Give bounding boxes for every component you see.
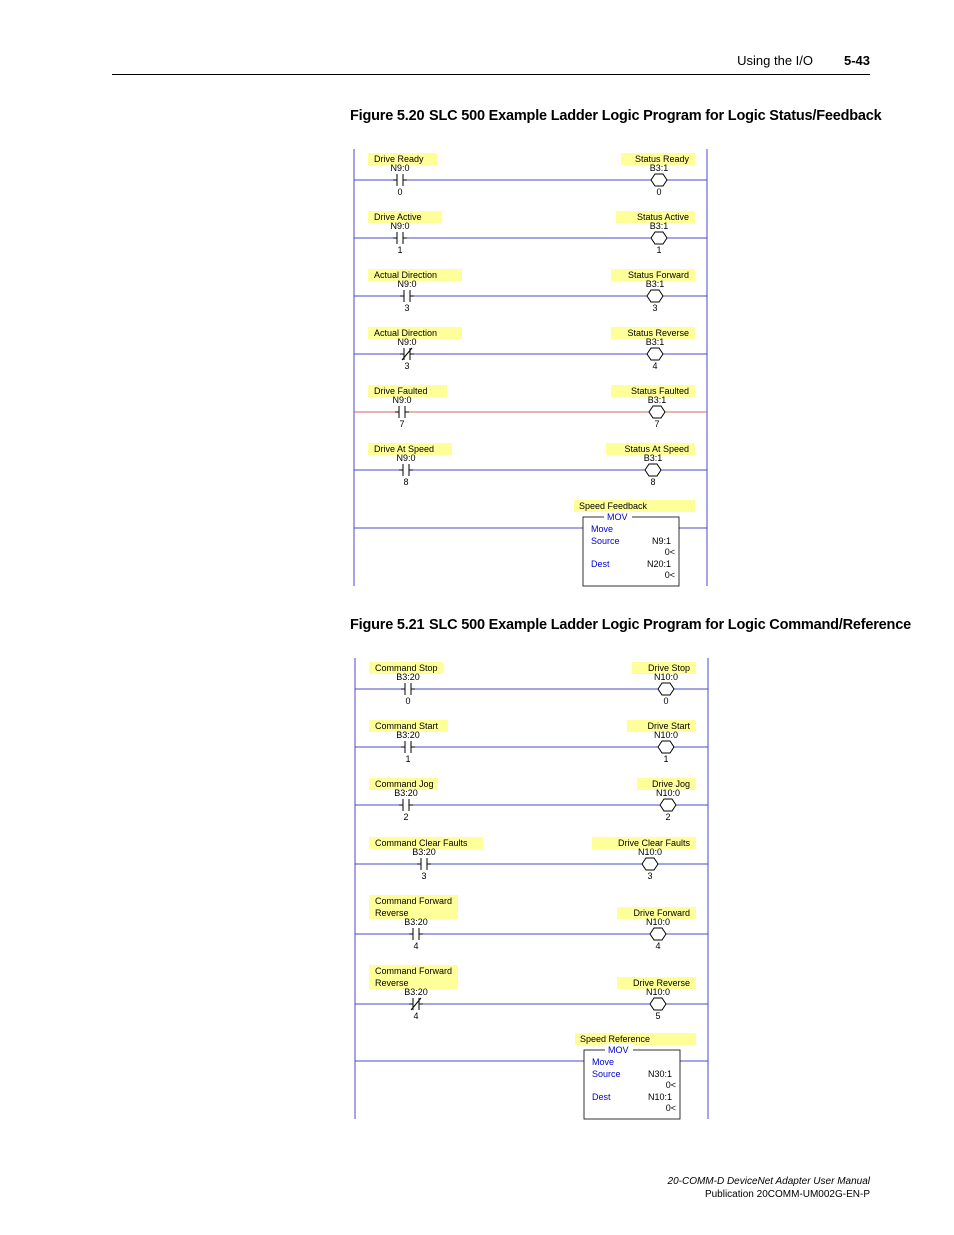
output-bit: 0 (656, 187, 662, 197)
coil-symbol (645, 464, 661, 476)
coil-symbol (658, 683, 674, 695)
input-tag-label: Actual Direction (374, 328, 438, 338)
coil-symbol (651, 174, 667, 186)
input-tag-label: Drive Faulted (374, 386, 428, 396)
input-address: B3:20 (404, 987, 428, 997)
input-address: N9:0 (390, 163, 410, 173)
coil-symbol (647, 348, 663, 360)
output-tag-label: Status Active (636, 212, 689, 222)
mov-dest-label: Dest (592, 1092, 611, 1102)
output-bit: 4 (652, 361, 658, 371)
mov-source-label: Source (592, 1069, 621, 1079)
mov-tag-label: Speed Reference (580, 1034, 651, 1044)
output-address: B3:1 (645, 279, 665, 289)
input-tag-label: Drive At Speed (374, 444, 435, 454)
coil-symbol (650, 998, 666, 1010)
output-tag-label: Drive Reverse (632, 978, 690, 988)
input-bit: 1 (397, 245, 403, 255)
coil-symbol (658, 741, 674, 753)
input-tag-label: Command Start (375, 721, 439, 731)
input-bit: 4 (413, 1011, 419, 1021)
input-address: N9:0 (396, 453, 416, 463)
mov-tag-label: Speed Feedback (579, 501, 648, 511)
output-tag-label: Status Faulted (630, 386, 689, 396)
output-address: N10:0 (653, 730, 679, 740)
output-bit: 1 (656, 245, 662, 255)
output-address: B3:1 (643, 453, 663, 463)
mov-source-label: Source (591, 536, 620, 546)
input-bit: 0 (405, 696, 411, 706)
input-address: N9:0 (397, 337, 417, 347)
footer-manual-title: 20-COMM-D DeviceNet Adapter User Manual (667, 1176, 870, 1187)
output-bit: 2 (665, 812, 671, 822)
footer-publication: Publication 20COMM-UM002G-EN-P (704, 1189, 870, 1200)
input-tag-label: Reverse (375, 978, 409, 988)
input-tag-label: Actual Direction (374, 270, 438, 280)
mov-source-address: N30:1 (647, 1069, 672, 1079)
input-address: B3:20 (394, 788, 418, 798)
coil-symbol (647, 290, 663, 302)
output-address: B3:1 (647, 395, 667, 405)
input-address: B3:20 (396, 730, 420, 740)
figure-title: SLC 500 Example Ladder Logic Program for Logic Status/Feedback (429, 108, 882, 124)
output-tag-label: Drive Jog (651, 779, 690, 789)
output-address: N10:0 (637, 847, 663, 857)
output-address: N10:0 (645, 987, 671, 997)
input-tag-label: Command Stop (375, 663, 438, 673)
input-tag-label: Drive Ready (374, 154, 424, 164)
output-bit: 3 (647, 871, 653, 881)
output-bit: 0 (663, 696, 669, 706)
coil-symbol (642, 858, 658, 870)
output-bit: 4 (655, 941, 661, 951)
output-address: N10:0 (653, 672, 679, 682)
mov-source-address: N9:1 (651, 536, 671, 546)
input-address: B3:20 (412, 847, 436, 857)
input-tag-label: Reverse (375, 908, 409, 918)
output-address: N10:0 (645, 917, 671, 927)
coil-symbol (651, 232, 667, 244)
output-tag-label: Drive Forward (633, 908, 690, 918)
mov-dest-address: N10:1 (647, 1092, 672, 1102)
input-bit: 8 (403, 477, 409, 487)
input-bit: 3 (404, 361, 410, 371)
header-page-number: 5-43 (843, 53, 870, 68)
input-tag-label: Command Forward (375, 966, 453, 976)
output-tag-label: Drive Start (647, 721, 690, 731)
output-tag-label: Status Forward (627, 270, 689, 280)
output-address: N10:0 (655, 788, 681, 798)
coil-symbol (650, 928, 666, 940)
figure-number: Figure 5.21 (350, 617, 425, 633)
coil-symbol (660, 799, 676, 811)
mov-title: Move (592, 1057, 615, 1067)
output-bit: 5 (655, 1011, 661, 1021)
input-tag-label: Drive Active (374, 212, 422, 222)
figure-title: SLC 500 Example Ladder Logic Program for Logic Command/Reference (429, 617, 911, 633)
input-address: B3:20 (404, 917, 428, 927)
output-tag-label: Drive Clear Faults (617, 838, 690, 848)
output-bit: 8 (650, 477, 656, 487)
input-bit: 7 (399, 419, 405, 429)
input-address: B3:20 (396, 672, 420, 682)
input-address: N9:0 (397, 279, 417, 289)
mov-title: Move (591, 524, 614, 534)
output-bit: 7 (654, 419, 660, 429)
header-section-title: Using the I/O (737, 53, 813, 68)
figure-number: Figure 5.20 (350, 108, 425, 124)
input-tag-label: Command Clear Faults (375, 838, 468, 848)
input-address: N9:0 (392, 395, 412, 405)
mov-source-value: 0< (664, 547, 675, 557)
output-tag-label: Status At Speed (624, 444, 689, 454)
input-bit: 3 (404, 303, 410, 313)
input-bit: 0 (397, 187, 403, 197)
output-bit: 3 (652, 303, 658, 313)
input-address: N9:0 (390, 221, 410, 231)
output-address: B3:1 (649, 221, 669, 231)
output-tag-label: Status Reverse (627, 328, 689, 338)
input-tag-label: Command Jog (375, 779, 434, 789)
mov-dest-value: 0< (664, 570, 675, 580)
input-bit: 3 (421, 871, 427, 881)
output-tag-label: Drive Stop (647, 663, 690, 673)
input-tag-label: Command Forward (375, 896, 453, 906)
input-bit: 1 (405, 754, 411, 764)
output-tag-label: Status Ready (634, 154, 689, 164)
input-bit: 2 (403, 812, 409, 822)
mov-dest-label: Dest (591, 559, 610, 569)
mov-mnemonic: MOV (608, 1045, 629, 1055)
mov-source-value: 0< (665, 1080, 676, 1090)
mov-dest-value: 0< (665, 1103, 676, 1113)
output-address: B3:1 (649, 163, 669, 173)
mov-mnemonic: MOV (607, 512, 628, 522)
coil-symbol (649, 406, 665, 418)
input-bit: 4 (413, 941, 419, 951)
mov-dest-address: N20:1 (646, 559, 671, 569)
output-address: B3:1 (645, 337, 665, 347)
output-bit: 1 (663, 754, 669, 764)
